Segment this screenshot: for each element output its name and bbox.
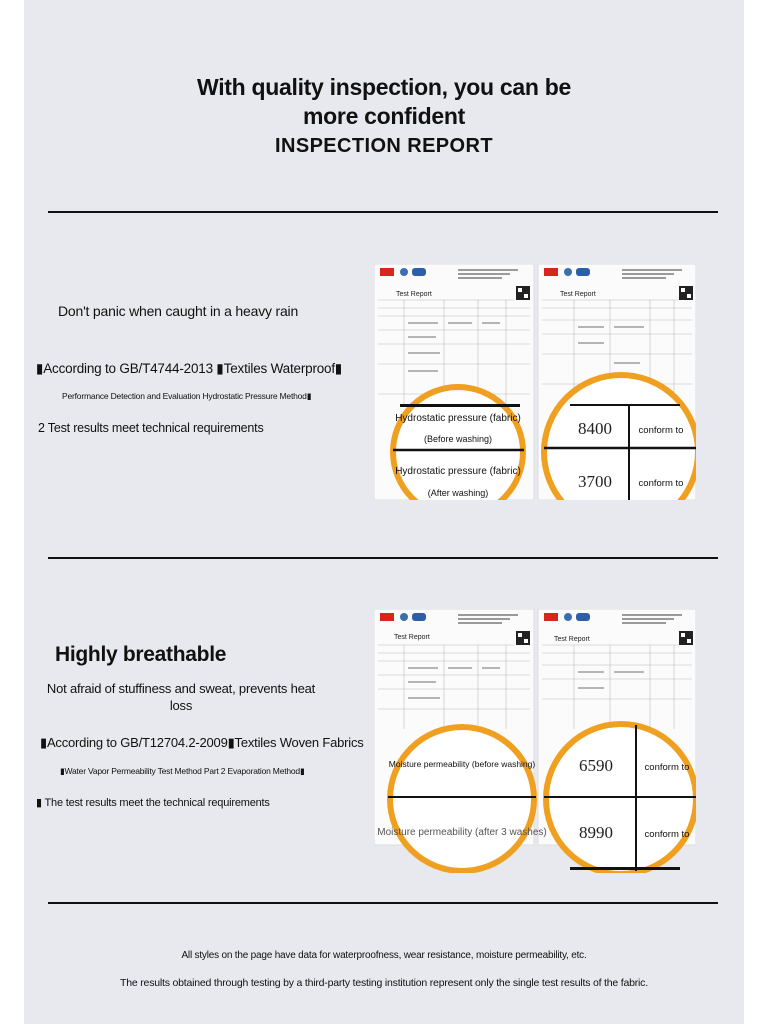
magnifier-left — [390, 727, 534, 871]
divider — [48, 211, 718, 213]
row1-verdict: conform to — [638, 425, 684, 436]
row1-value: 6590 — [579, 756, 613, 775]
section1-standard: ▮According to GB/T4744-2013 ▮Textiles Waterproof▮ — [36, 361, 343, 376]
row1-sublabel: (Before washing) — [423, 434, 493, 444]
row2-verdict: conform to — [644, 829, 690, 840]
divider — [48, 902, 718, 904]
section2-tagline-line-1: Not afraid of stuffiness and sweat, prevents heat — [46, 681, 316, 696]
section2-result: ▮ The test results meet the technical requirements — [36, 797, 270, 809]
row2-label: Hydrostatic pressure (fabric) — [395, 466, 521, 477]
headline-line-1: With quality inspection, you can be — [197, 74, 571, 100]
ilac-logo-icon — [400, 268, 408, 276]
section1-result: 2 Test results meet technical requirements — [38, 421, 264, 435]
page-subtitle: INSPECTION REPORT — [275, 135, 493, 157]
section1-tagline: Don't panic when caught in a heavy rain — [58, 303, 299, 319]
row1-value: 8400 — [578, 419, 612, 438]
section2-standard: ▮According to GB/T12704.2-2009▮Textiles Woven Fabrics — [40, 735, 364, 750]
section1-method: Performance Detection and Evaluation Hydrostatic Pressure Method▮ — [62, 391, 312, 401]
row2-value: 3700 — [578, 472, 612, 491]
doc-title: Test Report — [394, 634, 430, 641]
headline-line-2: more confident — [303, 103, 465, 129]
cnas-logo-icon — [412, 268, 426, 276]
cma-logo-icon — [380, 268, 394, 276]
section2-report-image — [374, 609, 696, 873]
section2-heading: Highly breathable — [55, 643, 227, 666]
section2-tagline-line-2: loss — [169, 698, 193, 713]
doc-title: Test Report — [560, 291, 596, 298]
row1-verdict: conform to — [644, 762, 690, 773]
doc-title: Test Report — [554, 636, 590, 643]
doc-title: Test Report — [396, 291, 432, 298]
row2-value: 8990 — [579, 823, 613, 842]
row2-verdict: conform to — [638, 478, 684, 489]
divider — [48, 557, 718, 559]
footer-note-2: The results obtained through testing by a third-party testing institution represent only the single test results of the fabric. — [120, 977, 648, 989]
row2-label: Moisture permeability (after 3 washes) — [377, 827, 547, 838]
row2-sublabel: (After washing) — [427, 488, 489, 498]
row1-label: Moisture permeability (before washing) — [388, 759, 536, 769]
row1-label: Hydrostatic pressure (fabric) — [395, 413, 521, 424]
section1-report-image — [374, 264, 696, 500]
footer-note-1: All styles on the page have data for waterproofness, wear resistance, moisture permeability, etc. — [181, 950, 587, 961]
section2-method: ▮Water Vapor Permeability Test Method Part 2 Evaporation Method▮ — [60, 766, 305, 776]
magnifier-right — [546, 724, 696, 873]
